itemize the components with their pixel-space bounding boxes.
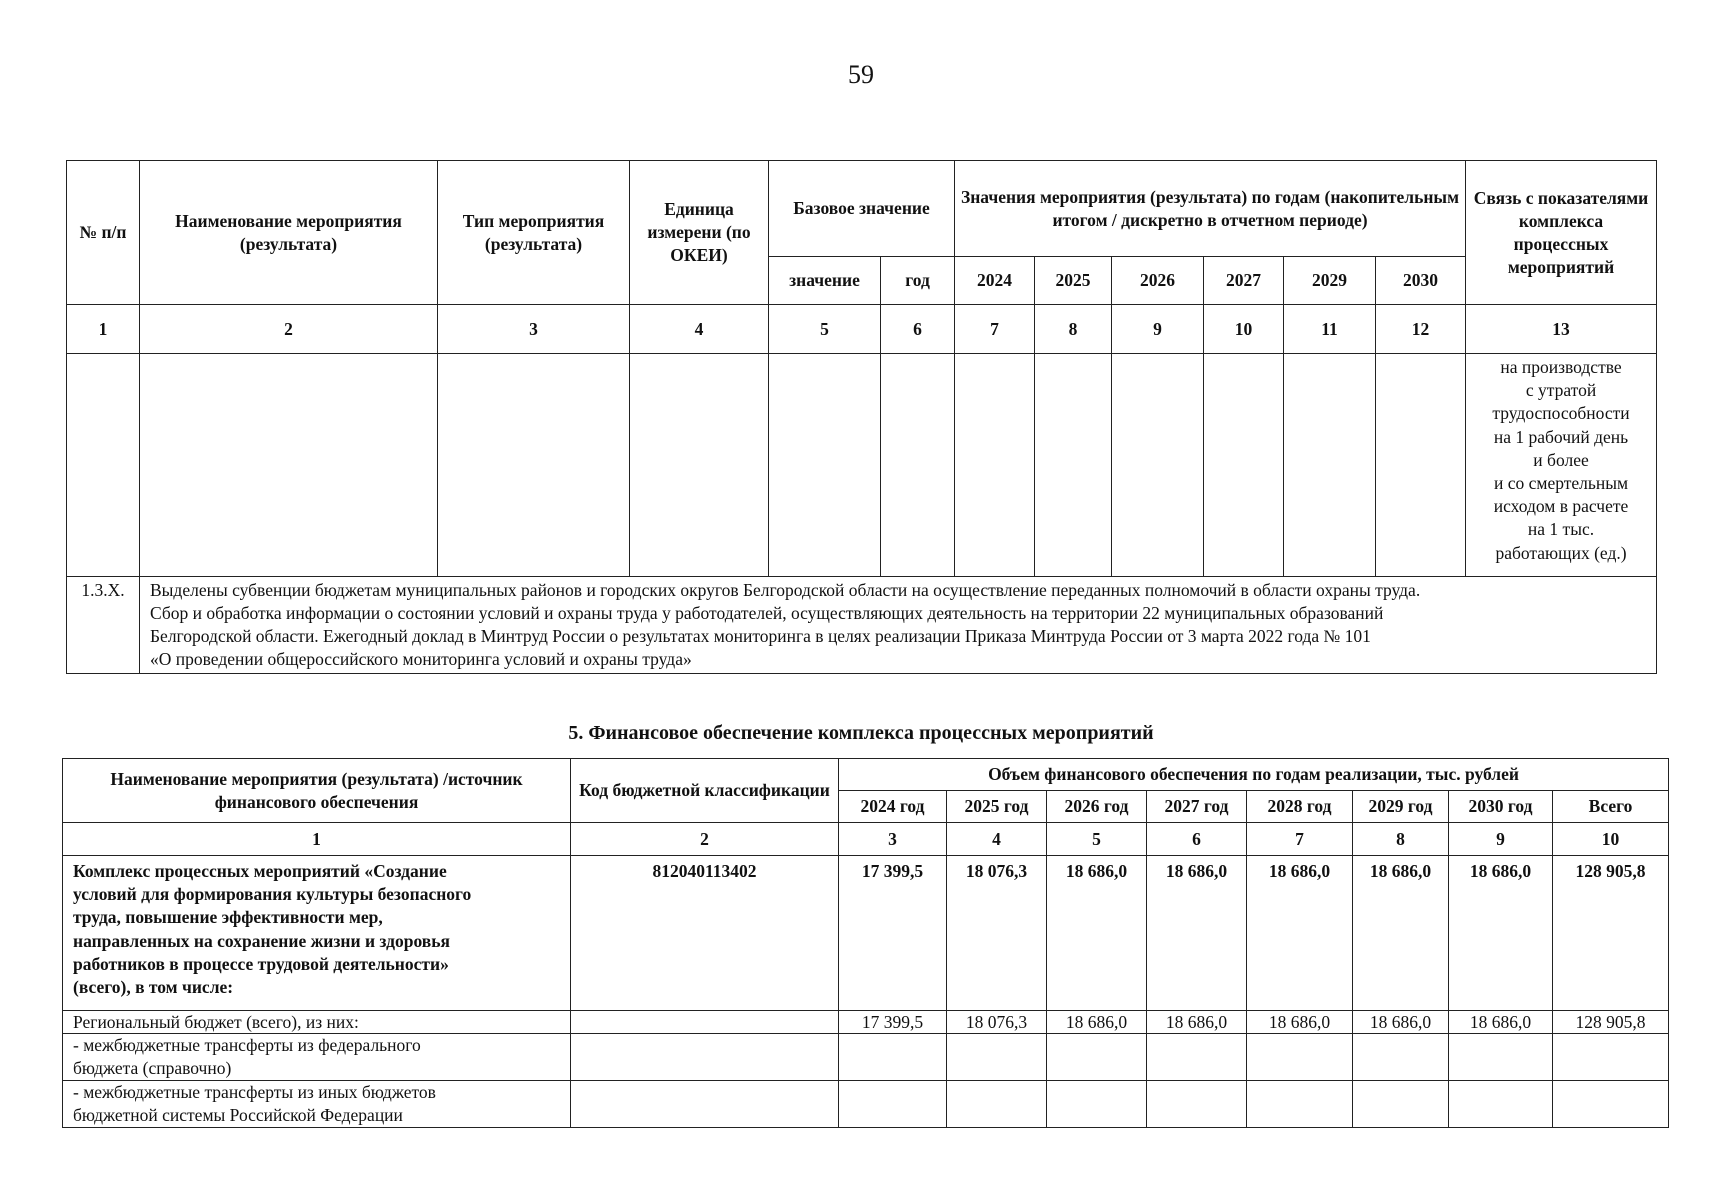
fin-header-year: 2030 год — [1449, 791, 1553, 823]
results-table — [66, 160, 1657, 674]
header-year: 2029 — [1284, 257, 1376, 305]
column-number: 1 — [67, 305, 140, 354]
fin-value: 18 686,0 — [1047, 856, 1147, 1011]
column-number: 3 — [839, 823, 947, 856]
fin-value-total: 128 905,8 — [1553, 1011, 1669, 1034]
fin-value — [1449, 1081, 1553, 1128]
header-base-value: значение — [769, 257, 881, 305]
fin-row-name: Комплекс процессных мероприятий «Создание условий для формирования культуры безопасного труда, повышение эффективности мер, направленных на сохранение жизни и здоровья работников в процессе трудовой деятельности» (всего), в том числе: — [63, 856, 571, 1011]
row-index: 1.3.Х. — [67, 577, 140, 674]
fin-header-year: 2026 год — [1047, 791, 1147, 823]
header-year: 2025 — [1035, 257, 1112, 305]
fin-value: 18 686,0 — [1353, 856, 1449, 1011]
fin-value: 18 686,0 — [1147, 856, 1247, 1011]
fin-value: 18 686,0 — [1449, 856, 1553, 1011]
fin-header-name: Наименование мероприятия (результата) /источник финансового обеспечения — [63, 759, 571, 823]
fin-value — [839, 1081, 947, 1128]
column-number: 12 — [1376, 305, 1466, 354]
fin-value: 18 076,3 — [947, 1011, 1047, 1034]
header-base: Базовое значение — [769, 161, 955, 257]
fin-value — [947, 1081, 1047, 1128]
column-number: 8 — [1353, 823, 1449, 856]
fin-value: 18 686,0 — [1247, 856, 1353, 1011]
header-year: 2026 — [1112, 257, 1204, 305]
column-number: 13 — [1466, 305, 1657, 354]
description-row — [67, 577, 1657, 674]
fin-header-code: Код бюджетной классификации — [571, 759, 839, 823]
column-number: 6 — [881, 305, 955, 354]
link-indicator-text: на производстве с утратой трудоспособности на 1 рабочий день и более и со смертельным исходом в расчете на 1 тыс. работающих (ед.) — [1466, 354, 1657, 577]
fin-value: 17 399,5 — [839, 1011, 947, 1034]
fin-value — [1147, 1034, 1247, 1081]
header-num: № п/п — [67, 161, 140, 305]
header-year: 2024 — [955, 257, 1035, 305]
fin-value: 18 686,0 — [1147, 1011, 1247, 1034]
fin-row-name: Региональный бюджет (всего), из них: — [63, 1011, 571, 1034]
column-number: 10 — [1204, 305, 1284, 354]
continuation-row — [67, 354, 1657, 577]
header-year: 2030 — [1376, 257, 1466, 305]
column-number: 2 — [140, 305, 438, 354]
fin-value — [1353, 1034, 1449, 1081]
page-number: 59 — [848, 60, 874, 89]
column-number: 8 — [1035, 305, 1112, 354]
fin-value-total: 128 905,8 — [1553, 856, 1669, 1011]
column-number: 9 — [1449, 823, 1553, 856]
header-link: Связь с показателями комплекса процессных мероприятий — [1466, 161, 1657, 305]
fin-row-name: - межбюджетные трансферты из федерального бюджета (справочно) — [63, 1034, 571, 1081]
column-number: 10 — [1553, 823, 1669, 856]
fin-header-total: Всего — [1553, 791, 1669, 823]
header-years-group: Значения мероприятия (результата) по годам (накопительным итогом / дискретно в отчетном периоде) — [955, 161, 1466, 257]
fin-value — [1247, 1034, 1353, 1081]
fin-row-regional — [63, 1011, 1669, 1034]
fin-header-year: 2029 год — [1353, 791, 1449, 823]
fin-value — [947, 1034, 1047, 1081]
fin-row-other-transfers — [63, 1081, 1669, 1128]
fin-row-code — [571, 1081, 839, 1128]
column-number: 4 — [947, 823, 1047, 856]
fin-column-numbers-row — [63, 823, 1669, 856]
fin-row-federal-transfers — [63, 1034, 1669, 1081]
column-number: 5 — [1047, 823, 1147, 856]
header-unit: Единица измерени (по ОКЕИ) — [630, 161, 769, 305]
fin-value: 18 686,0 — [1449, 1011, 1553, 1034]
header-type: Тип мероприятия (результата) — [438, 161, 630, 305]
column-number: 11 — [1284, 305, 1376, 354]
section-title: 5. Финансовое обеспечение комплекса процессных мероприятий — [568, 722, 1154, 744]
fin-value: 18 686,0 — [1353, 1011, 1449, 1034]
header-name: Наименование мероприятия (результата) — [140, 161, 438, 305]
column-number: 7 — [1247, 823, 1353, 856]
financing-table — [62, 758, 1669, 1128]
fin-value — [839, 1034, 947, 1081]
fin-value-total — [1553, 1034, 1669, 1081]
fin-value — [1353, 1081, 1449, 1128]
fin-row-code — [571, 1034, 839, 1081]
column-number: 9 — [1112, 305, 1204, 354]
fin-value-total — [1553, 1081, 1669, 1128]
fin-header-year: 2027 год — [1147, 791, 1247, 823]
column-number: 3 — [438, 305, 630, 354]
fin-row-name: - межбюджетные трансферты из иных бюджетов бюджетной системы Российской Федерации — [63, 1081, 571, 1128]
fin-row-complex — [63, 856, 1669, 1011]
header-base-year: год — [881, 257, 955, 305]
fin-value — [1247, 1081, 1353, 1128]
fin-header-volume: Объем финансового обеспечения по годам реализации, тыс. рублей — [839, 759, 1669, 791]
column-number: 4 — [630, 305, 769, 354]
column-number: 5 — [769, 305, 881, 354]
fin-value: 18 076,3 — [947, 856, 1047, 1011]
column-numbers-row — [67, 305, 1657, 354]
fin-value — [1449, 1034, 1553, 1081]
column-number: 2 — [571, 823, 839, 856]
column-number: 6 — [1147, 823, 1247, 856]
fin-value — [1047, 1034, 1147, 1081]
fin-value: 17 399,5 — [839, 856, 947, 1011]
fin-value: 18 686,0 — [1047, 1011, 1147, 1034]
fin-value — [1047, 1081, 1147, 1128]
fin-row-code: 812040113402 — [571, 856, 839, 1011]
fin-header-year: 2025 год — [947, 791, 1047, 823]
fin-header-year: 2028 год — [1247, 791, 1353, 823]
row-description: Выделены субвенции бюджетам муниципальных районов и городских округов Белгородской области на осуществление переданных полномочий в области охраны труда. Сбор и обработка информации о состоянии условий и охраны труда у работодателей, осуществляющих деятельность на территории 22 муниципальных образований Белгородской области. Ежегодный доклад в Минтруд России о результатах мониторинга в целях реализации Приказа Минтруда России от 3 марта 2022 года № 101 «О проведении общероссийского мониторинга условий и охраны труда» — [140, 577, 1657, 674]
fin-value — [1147, 1081, 1247, 1128]
column-number: 1 — [63, 823, 571, 856]
column-number: 7 — [955, 305, 1035, 354]
header-year: 2027 — [1204, 257, 1284, 305]
fin-row-code — [571, 1011, 839, 1034]
fin-header-year: 2024 год — [839, 791, 947, 823]
fin-value: 18 686,0 — [1247, 1011, 1353, 1034]
